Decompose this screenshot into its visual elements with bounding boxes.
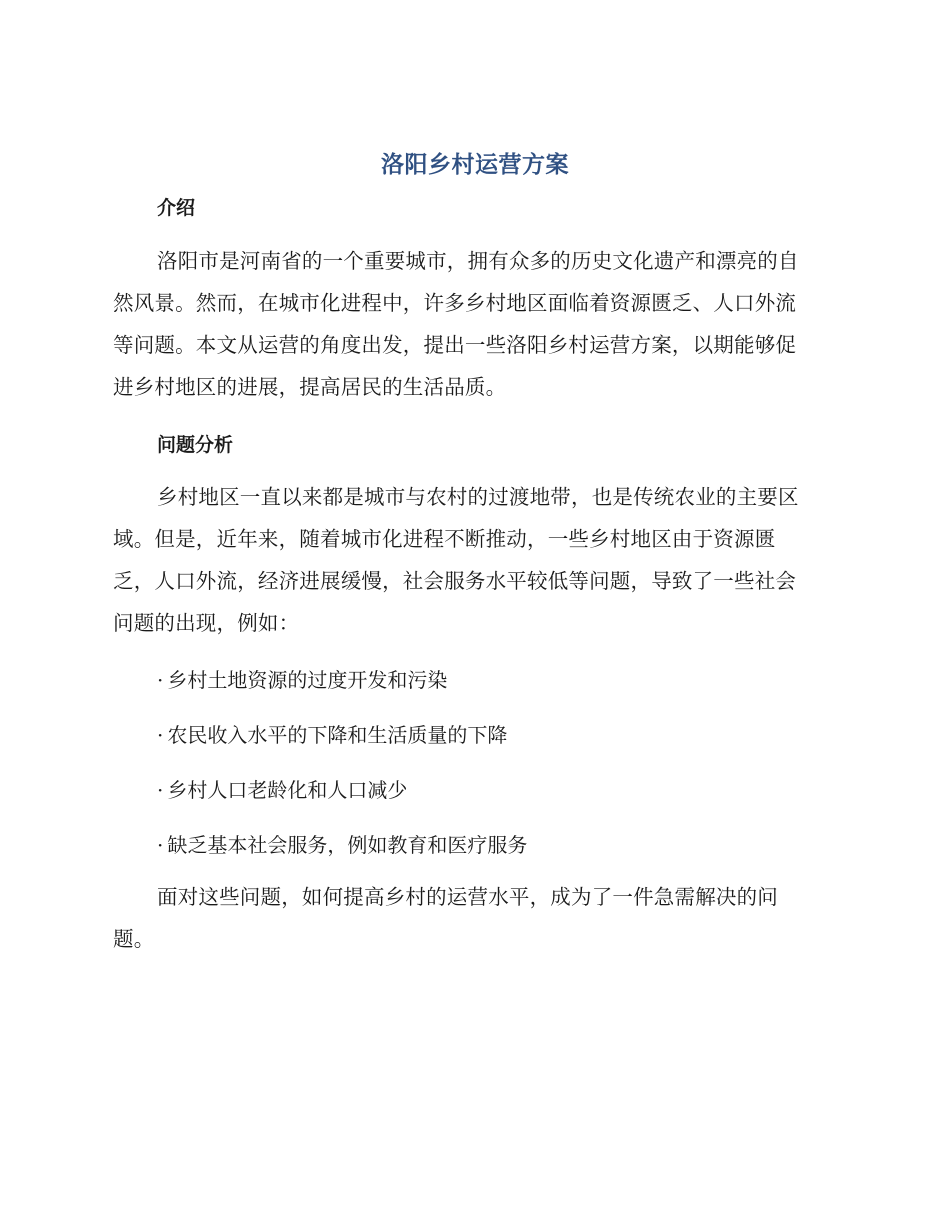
list-item (157, 664, 447, 693)
closing-paragraph (113, 876, 835, 960)
paragraph-line: 然风景。然而，在城市化进程中，许多乡村地区面临着资源匮乏、人口外流 (113, 291, 797, 315)
intro-paragraph (113, 240, 835, 408)
paragraph-line: 乏，人口外流，经济进展缓慢，社会服务水平较低等问题，导致了一些社会 (113, 569, 797, 593)
paragraph-line: 面对这些问题，如何提高乡村的运营水平，成为了一件急需解决的问 (157, 885, 778, 909)
list-item (157, 829, 527, 858)
list-item-text: 农民收入水平的下降和生活质量的下降 (167, 723, 508, 747)
paragraph-line: 乡村地区一直以来都是城市与农村的过渡地带，也是传统农业的主要区 (157, 485, 799, 509)
bullet-marker: · (157, 778, 164, 802)
paragraph-line: 洛阳市是河南省的一个重要城市，拥有众多的历史文化遗产和漂亮的自 (157, 249, 799, 273)
paragraph-line: 题。 (113, 927, 155, 951)
paragraph-line: 等问题。本文从运营的角度出发，提出一些洛阳乡村运营方案，以期能够促 (113, 333, 797, 357)
section-heading-intro: 介绍 (157, 197, 196, 219)
paragraph-line: 进乡村地区的进展，提高居民的生活品质。 (113, 375, 507, 399)
bullet-marker: · (157, 668, 164, 692)
bullet-marker: · (157, 833, 164, 857)
section-heading-problem-analysis: 问题分析 (157, 434, 234, 456)
paragraph-line: 域。但是，近年来，随着城市化进程不断推动，一些乡村地区由于资源匮 (113, 527, 776, 551)
list-item (157, 774, 407, 803)
list-item-text: 缺乏基本社会服务，例如教育和医疗服务 (167, 833, 528, 857)
list-item-text: 乡村人口老龄化和人口减少 (167, 778, 408, 802)
bullet-marker: · (157, 723, 164, 747)
problem-paragraph (113, 476, 835, 644)
document-title: 洛阳乡村运营方案 (381, 152, 569, 178)
list-item (157, 719, 507, 748)
paragraph-line: 问题的出现，例如： (113, 611, 300, 635)
list-item-text: 乡村土地资源的过度开发和污染 (167, 668, 448, 692)
